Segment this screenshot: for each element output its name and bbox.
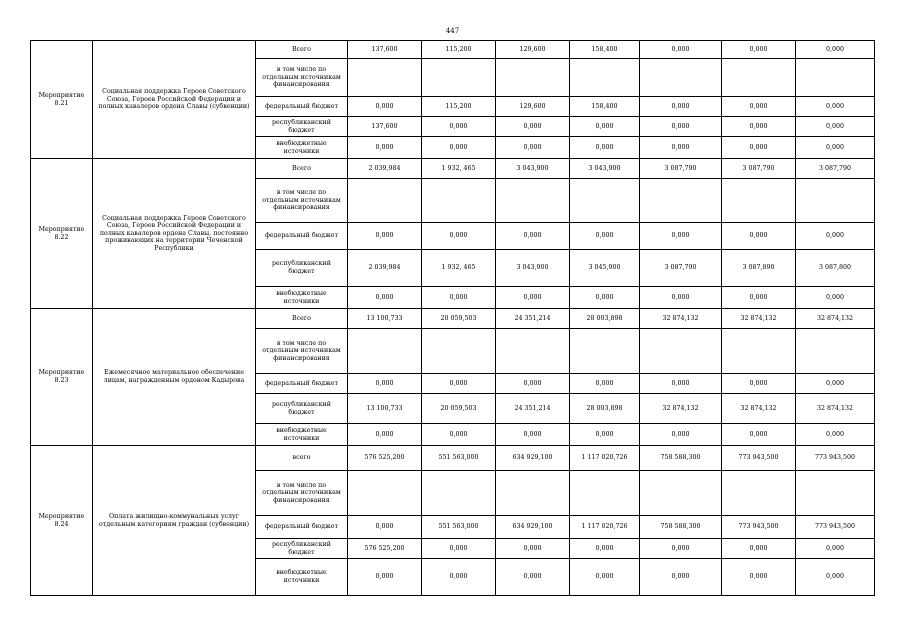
- value-cell: [348, 329, 422, 374]
- value-cell: 0,000: [496, 287, 570, 309]
- value-cell: [570, 329, 640, 374]
- event-number-cell: Мероприятие 8.23: [31, 309, 93, 446]
- value-cell: 2 039,984: [348, 250, 422, 287]
- value-cell: [722, 471, 796, 516]
- value-cell: 0,000: [640, 374, 722, 394]
- value-cell: 0,000: [422, 539, 496, 559]
- value-cell: 0,000: [796, 287, 875, 309]
- value-cell: 20 059,503: [422, 309, 496, 329]
- value-cell: 0,000: [422, 424, 496, 446]
- funding-source-label: в том числе по отдельным источникам финансирования: [256, 471, 348, 516]
- value-cell: [796, 59, 875, 97]
- value-cell: 1 932, 465: [422, 250, 496, 287]
- funding-source-label: внебюджетные источники: [256, 287, 348, 309]
- event-description-cell: Оплата жилищно-коммунальных услуг отдельным категориям граждан (субвенции): [93, 446, 256, 596]
- value-cell: 0,000: [570, 223, 640, 250]
- value-cell: 137,600: [348, 117, 422, 137]
- budget-table-body: [31, 41, 875, 596]
- value-cell: 3 043,900: [496, 250, 570, 287]
- value-cell: 3 045,900: [570, 250, 640, 287]
- value-cell: 32 874,132: [796, 309, 875, 329]
- value-cell: [722, 329, 796, 374]
- value-cell: 1 932, 465: [422, 159, 496, 179]
- funding-source-label: внебюджетные источники: [256, 137, 348, 159]
- funding-source-label: Всего: [256, 309, 348, 329]
- value-cell: 24 351,214: [496, 394, 570, 424]
- funding-source-label: всего: [256, 446, 348, 471]
- value-cell: 0,000: [348, 223, 422, 250]
- value-cell: 3 087,790: [640, 250, 722, 287]
- funding-source-label: внебюджетные источники: [256, 424, 348, 446]
- value-cell: 0,000: [496, 559, 570, 596]
- value-cell: [422, 59, 496, 97]
- value-cell: [640, 59, 722, 97]
- funding-source-label: федеральный бюджет: [256, 516, 348, 539]
- value-cell: 551 563,000: [422, 516, 496, 539]
- value-cell: 2 039,984: [348, 159, 422, 179]
- value-cell: 1 117 020,726: [570, 446, 640, 471]
- value-cell: 634 929,100: [496, 516, 570, 539]
- value-cell: 0,000: [570, 137, 640, 159]
- value-cell: [496, 329, 570, 374]
- event-number-cell: Мероприятие 8.22: [31, 159, 93, 309]
- value-cell: 576 525,200: [348, 446, 422, 471]
- value-cell: 0,000: [796, 539, 875, 559]
- value-cell: 129,600: [496, 41, 570, 59]
- value-cell: 20 059,503: [422, 394, 496, 424]
- value-cell: 0,000: [722, 424, 796, 446]
- value-cell: 634 929,100: [496, 446, 570, 471]
- value-cell: [570, 179, 640, 223]
- value-cell: 773 943,500: [796, 516, 875, 539]
- value-cell: 0,000: [496, 137, 570, 159]
- value-cell: [570, 471, 640, 516]
- value-cell: 0,000: [422, 223, 496, 250]
- value-cell: [348, 179, 422, 223]
- value-cell: 0,000: [722, 287, 796, 309]
- value-cell: 3 087,790: [722, 159, 796, 179]
- value-cell: 0,000: [796, 223, 875, 250]
- value-cell: 0,000: [640, 424, 722, 446]
- funding-source-label: Всего: [256, 159, 348, 179]
- value-cell: 28 003,898: [570, 394, 640, 424]
- funding-source-label: федеральный бюджет: [256, 374, 348, 394]
- funding-source-label: республиканский бюджет: [256, 250, 348, 287]
- value-cell: 0,000: [640, 97, 722, 117]
- value-cell: [422, 471, 496, 516]
- value-cell: 0,000: [640, 223, 722, 250]
- value-cell: 158,400: [570, 97, 640, 117]
- value-cell: 13 100,733: [348, 309, 422, 329]
- value-cell: 3 087,800: [796, 250, 875, 287]
- value-cell: [348, 59, 422, 97]
- table-row: [31, 41, 875, 59]
- value-cell: 0,000: [348, 424, 422, 446]
- value-cell: 0,000: [640, 559, 722, 596]
- value-cell: [796, 329, 875, 374]
- value-cell: 0,000: [496, 223, 570, 250]
- value-cell: 0,000: [796, 559, 875, 596]
- value-cell: 758 588,300: [640, 446, 722, 471]
- funding-source-label: федеральный бюджет: [256, 223, 348, 250]
- value-cell: 0,000: [570, 287, 640, 309]
- value-cell: 0,000: [640, 41, 722, 59]
- funding-source-label: внебюджетные источники: [256, 559, 348, 596]
- value-cell: 0,000: [796, 374, 875, 394]
- value-cell: 0,000: [570, 559, 640, 596]
- value-cell: 0,000: [348, 287, 422, 309]
- value-cell: [796, 471, 875, 516]
- event-description-cell: Социальная поддержка Героев Советского Союза, Героев Российской Федерации и полных кавалеров ордена Славы, постоянно проживающих на территории Чеченской Республики: [93, 159, 256, 309]
- value-cell: 32 874,132: [722, 394, 796, 424]
- value-cell: 0,000: [796, 424, 875, 446]
- funding-source-label: федеральный бюджет: [256, 97, 348, 117]
- value-cell: 158,400: [570, 41, 640, 59]
- value-cell: 3 087,790: [796, 159, 875, 179]
- value-cell: [640, 329, 722, 374]
- funding-source-label: республиканский бюджет: [256, 117, 348, 137]
- funding-source-label: республиканский бюджет: [256, 394, 348, 424]
- value-cell: 0,000: [348, 137, 422, 159]
- value-cell: 3 043,900: [496, 159, 570, 179]
- value-cell: 32 874,132: [640, 309, 722, 329]
- page-number: 447: [445, 27, 460, 35]
- value-cell: 0,000: [796, 97, 875, 117]
- value-cell: 1 117 020,726: [570, 516, 640, 539]
- funding-source-label: Всего: [256, 41, 348, 59]
- value-cell: 0,000: [422, 117, 496, 137]
- value-cell: 0,000: [348, 97, 422, 117]
- value-cell: 0,000: [496, 374, 570, 394]
- event-number-cell: Мероприятие 8.21: [31, 41, 93, 159]
- value-cell: [722, 59, 796, 97]
- value-cell: 0,000: [570, 424, 640, 446]
- funding-source-label: в том числе по отдельным источникам финансирования: [256, 329, 348, 374]
- value-cell: 3 087,890: [722, 250, 796, 287]
- value-cell: 0,000: [570, 117, 640, 137]
- value-cell: 137,600: [348, 41, 422, 59]
- value-cell: 773 943,500: [796, 446, 875, 471]
- value-cell: 0,000: [422, 137, 496, 159]
- value-cell: 0,000: [722, 223, 796, 250]
- value-cell: [348, 471, 422, 516]
- value-cell: 0,000: [722, 97, 796, 117]
- funding-source-label: в том числе по отдельным источникам финансирования: [256, 179, 348, 223]
- value-cell: 0,000: [496, 424, 570, 446]
- value-cell: 0,000: [640, 287, 722, 309]
- table-row: [31, 159, 875, 179]
- value-cell: [496, 59, 570, 97]
- value-cell: [640, 471, 722, 516]
- value-cell: 0,000: [640, 137, 722, 159]
- value-cell: 0,000: [722, 374, 796, 394]
- value-cell: 3 087,790: [640, 159, 722, 179]
- value-cell: 773 943,500: [722, 516, 796, 539]
- value-cell: 0,000: [570, 539, 640, 559]
- value-cell: 13 100,733: [348, 394, 422, 424]
- event-description-cell: Социальная поддержка Героев Советского Союза, Героев Российской Федерации и полных кавалеров ордена Славы (субвенции): [93, 41, 256, 159]
- value-cell: [496, 471, 570, 516]
- value-cell: 0,000: [348, 516, 422, 539]
- value-cell: 0,000: [722, 117, 796, 137]
- value-cell: 0,000: [722, 539, 796, 559]
- value-cell: 773 943,500: [722, 446, 796, 471]
- value-cell: 0,000: [570, 374, 640, 394]
- value-cell: 0,000: [422, 374, 496, 394]
- value-cell: 0,000: [796, 137, 875, 159]
- value-cell: 0,000: [496, 117, 570, 137]
- value-cell: 129,600: [496, 97, 570, 117]
- value-cell: 758 588,300: [640, 516, 722, 539]
- value-cell: 0,000: [722, 559, 796, 596]
- value-cell: 0,000: [422, 559, 496, 596]
- value-cell: 0,000: [422, 287, 496, 309]
- table-row: [31, 309, 875, 329]
- value-cell: 0,000: [796, 117, 875, 137]
- value-cell: 115,200: [422, 97, 496, 117]
- event-description-cell: Ежемесячное материальное обеспечение лицам, награжденным орденом Кадырова: [93, 309, 256, 446]
- funding-source-label: в том числе по отдельным источникам финансирования: [256, 59, 348, 97]
- value-cell: 551 563,000: [422, 446, 496, 471]
- value-cell: 32 874,132: [722, 309, 796, 329]
- funding-source-label: республиканский бюджет: [256, 539, 348, 559]
- value-cell: 32 874,132: [796, 394, 875, 424]
- value-cell: 3 043,900: [570, 159, 640, 179]
- table-row: [31, 446, 875, 471]
- value-cell: 115,200: [422, 41, 496, 59]
- value-cell: 0,000: [640, 539, 722, 559]
- value-cell: [570, 59, 640, 97]
- value-cell: 28 003,898: [570, 309, 640, 329]
- value-cell: [722, 179, 796, 223]
- value-cell: 0,000: [348, 559, 422, 596]
- value-cell: [422, 179, 496, 223]
- value-cell: 0,000: [496, 539, 570, 559]
- value-cell: [640, 179, 722, 223]
- value-cell: 24 351,214: [496, 309, 570, 329]
- value-cell: [422, 329, 496, 374]
- value-cell: [496, 179, 570, 223]
- value-cell: 0,000: [640, 117, 722, 137]
- value-cell: 576 525,200: [348, 539, 422, 559]
- value-cell: 32 874,132: [640, 394, 722, 424]
- event-number-cell: Мероприятие 8.24: [31, 446, 93, 596]
- value-cell: 0,000: [722, 41, 796, 59]
- value-cell: 0,000: [796, 41, 875, 59]
- budget-table: [30, 40, 875, 596]
- value-cell: 0,000: [348, 374, 422, 394]
- value-cell: [796, 179, 875, 223]
- value-cell: 0,000: [722, 137, 796, 159]
